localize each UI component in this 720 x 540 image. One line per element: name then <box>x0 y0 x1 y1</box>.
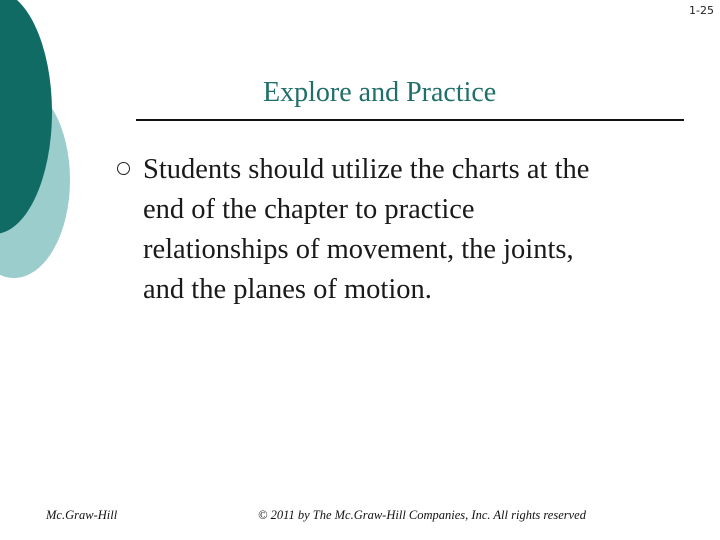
title-underline <box>136 119 684 121</box>
footer-publisher: Mc.Graw-Hill <box>46 508 118 522</box>
bullet-line: Students should utilize the charts at the <box>143 154 590 185</box>
slide-title: Explore and Practice <box>263 77 497 108</box>
bullet-text <box>143 150 683 310</box>
footer-copyright: © 2011 by The Mc.Graw-Hill Companies, Inc. All rights reserved <box>258 508 586 522</box>
slide-number: 1-25 <box>689 4 714 17</box>
bullet-line: and the planes of motion. <box>143 274 432 305</box>
bullet-line: relationships of movement, the joints, <box>143 234 574 265</box>
hollow-circle-bullet-icon <box>117 162 130 175</box>
bullet-line: end of the chapter to practice <box>143 194 475 225</box>
decorative-circles <box>0 0 90 300</box>
